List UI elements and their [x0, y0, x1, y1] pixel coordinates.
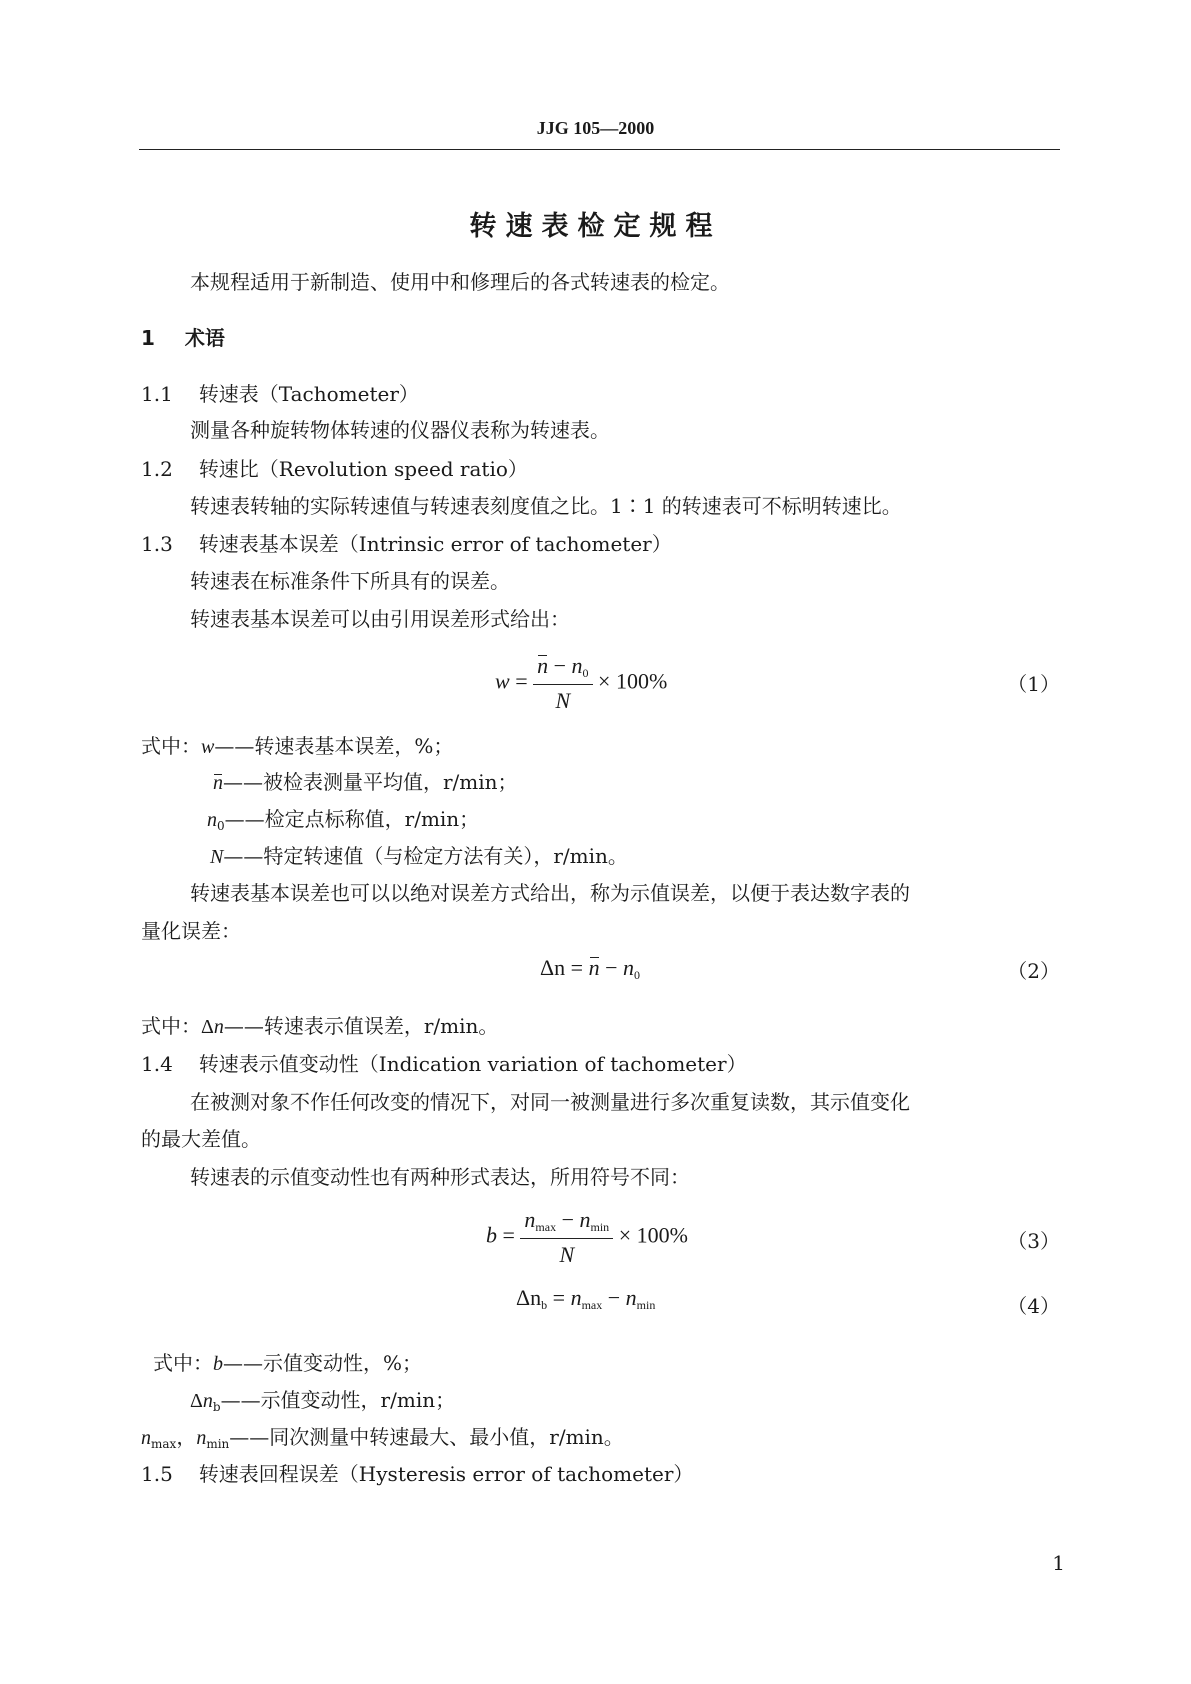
eq4-nmin: n	[625, 1285, 637, 1310]
standard-code-header: JJG 105—2000	[536, 118, 655, 138]
item-1-3-text-2: 转速表基本误差可以由引用误差形式给出：	[190, 607, 570, 631]
def-nmax-nmin-text: ——同次测量中转速最大、最小值，r/min。	[229, 1425, 624, 1449]
def-N-text: ——特定转速值（与检定方法有关），r/min。	[223, 844, 628, 868]
eq3-lhs: b	[486, 1222, 497, 1248]
item-1-4-text-line-1: 在被测对象不作任何改变的情况下，对同一被测量进行多次重复读数，其示值变化	[190, 1090, 910, 1114]
eq3-nmax-sub: max	[535, 1220, 557, 1234]
intro-paragraph: 本规程适用于新制造、使用中和修理后的各式转速表的检定。	[190, 270, 730, 294]
equation-2: $\Delta n = n - n_0$	[540, 955, 640, 982]
eq3-factor: × 100%	[618, 1222, 688, 1248]
item-number: 1.1	[141, 382, 173, 406]
eq1-n0-sub: 0	[582, 666, 589, 680]
item-1-2-text: 转速表转轴的实际转速值与转速表刻度值之比。1∶1 的转速表可不标明转速比。	[190, 494, 902, 518]
defs-prefix: 式中：	[141, 1014, 201, 1038]
def-dnb: $\Delta n_b——$示值变动性，r/min；	[190, 1388, 456, 1414]
eq3-fraction: $\frac{n_{max} - n_{min}}{N}$	[520, 1207, 613, 1268]
defs-prefix: 式中：	[141, 734, 201, 758]
def-nbar: n——被检表测量平均值，r/min；	[213, 770, 518, 794]
def-w-text: ——转速表基本误差，%；	[214, 734, 454, 758]
section-number: 1	[141, 326, 155, 350]
item-title: 转速表基本误差（Intrinsic error of tachometer）	[198, 532, 672, 556]
eq3-nmin-sub: min	[590, 1220, 610, 1234]
def-b-text: ——示值变动性，%；	[223, 1351, 423, 1375]
item-1-3-heading	[141, 528, 672, 557]
eq2-n0-sub: 0	[634, 968, 640, 982]
eq2-nbar: n	[588, 955, 600, 980]
eq1-n0: n	[571, 653, 583, 678]
equation-1: w = $\frac{n - n_0}{N}$ × 100%	[495, 653, 668, 713]
eq4-nmax-sub: max	[581, 1298, 603, 1312]
eq4-nmin-sub: min	[636, 1298, 656, 1312]
item-1-4-heading	[141, 1048, 747, 1077]
eq2-lhs: Δn	[540, 955, 566, 980]
para-abs-line-1: 转速表基本误差也可以以绝对误差方式给出，称为示值误差，以便于表达数字表的	[190, 881, 910, 905]
item-1-2-heading	[141, 453, 528, 482]
item-1-1-text: 测量各种旋转物体转速的仪器仪表称为转速表。	[190, 418, 610, 442]
equation-1-number: （1）	[1007, 672, 1060, 696]
eq4-lhs-sub: b	[541, 1298, 548, 1312]
eq3-nmax: n	[524, 1207, 536, 1232]
item-number: 1.3	[141, 532, 173, 556]
equation-2-number: （2）	[1007, 959, 1060, 983]
eq2-n0: n	[623, 955, 634, 980]
def-nbar-text: ——被检表测量平均值，r/min；	[223, 770, 518, 794]
eq3-nmin: n	[579, 1207, 591, 1232]
def-b: 式中：b——示值变动性，%；	[153, 1351, 423, 1375]
def-N: N——特定转速值（与检定方法有关），r/min。	[210, 844, 628, 868]
eq1-lhs: w	[495, 668, 510, 694]
def-n0: $n_0——$检定点标称值，r/min；	[207, 807, 480, 833]
header-rule	[139, 149, 1060, 150]
item-number: 1.5	[141, 1462, 173, 1486]
item-1-1-heading	[141, 378, 419, 407]
def-dnb-text: ——示值变动性，r/min；	[220, 1388, 456, 1412]
item-title: 转速表（Tachometer）	[198, 382, 419, 406]
def-dn: 式中：Δn——转速表示值误差，r/min。	[141, 1014, 499, 1038]
para-abs-line-2: 量化误差：	[141, 919, 241, 943]
eq1-fraction: $\frac{n - n_0}{N}$	[533, 653, 592, 714]
def-n0-text: ——检定点标称值，r/min；	[224, 807, 480, 831]
eq4-lhs: Δn	[516, 1285, 542, 1310]
eq1-factor: × 100%	[598, 668, 668, 694]
document-title: 转速表检定规程	[469, 211, 722, 242]
section-1-heading	[141, 322, 225, 351]
equation-4: $\Delta n_b = n_{max} - n_{min}$	[516, 1285, 656, 1312]
defs-prefix: 式中：	[153, 1351, 213, 1375]
item-1-4-text-line-2: 的最大差值。	[141, 1127, 261, 1151]
def-nmax-nmin: $n_{max}$，$n_{min}——$同次测量中转速最大、最小值，r/min。	[141, 1425, 624, 1451]
equation-4-number: （4）	[1007, 1294, 1060, 1318]
equation-3: b = $\frac{n_{max} - n_{min}}{N}$ × 100%	[486, 1207, 688, 1267]
eq3-denominator: N	[559, 1242, 575, 1267]
item-number: 1.2	[141, 457, 173, 481]
page-number: 1	[1052, 1551, 1065, 1575]
eq1-denominator: N	[555, 688, 571, 713]
def-w: 式中：w——转速表基本误差，%；	[141, 734, 454, 758]
equation-3-number: （3）	[1007, 1229, 1060, 1253]
eq4-nmax: n	[570, 1285, 582, 1310]
item-1-5-heading	[141, 1458, 693, 1487]
item-1-4-text-2: 转速表的示值变动性也有两种形式表达，所用符号不同：	[190, 1165, 690, 1189]
eq1-nbar: n	[537, 653, 549, 678]
def-dn-text: ——转速表示值误差，r/min。	[223, 1014, 499, 1038]
item-title: 转速比（Revolution speed ratio）	[198, 457, 528, 481]
item-number: 1.4	[141, 1052, 173, 1076]
item-title: 转速表回程误差（Hysteresis error of tachometer）	[198, 1462, 694, 1486]
section-title: 术语	[184, 326, 225, 350]
item-title: 转速表示值变动性（Indication variation of tachometer）	[198, 1052, 747, 1076]
item-1-3-text-1: 转速表在标准条件下所具有的误差。	[190, 569, 510, 593]
